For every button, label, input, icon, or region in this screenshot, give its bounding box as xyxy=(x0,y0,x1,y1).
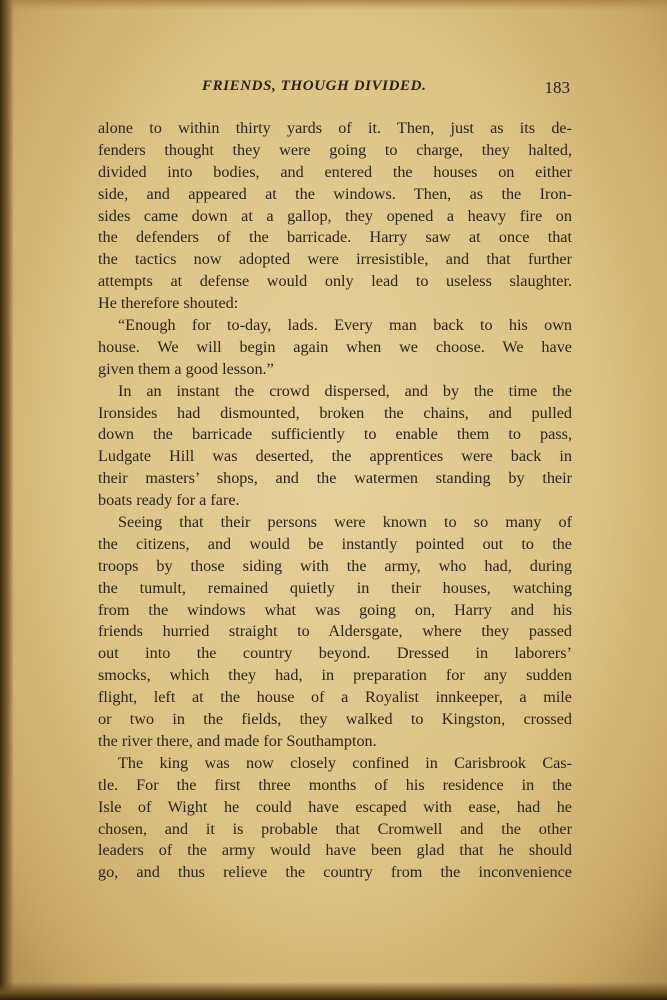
text-line: chosen, and it is probable that Cromwell and the other xyxy=(98,819,572,838)
text-line: troops by those siding with the army, who had, during xyxy=(98,556,572,575)
text-line: Ironsides had dismounted, broken the chains, and pulled xyxy=(98,403,572,422)
page-number: 183 xyxy=(544,78,570,97)
text-line: divided into bodies, and entered the houses on either xyxy=(98,162,572,181)
text-line: alone to within thirty yards of it. Then, just as its de- xyxy=(98,119,572,137)
text-line: “Enough for to-day, lads. Every man back to his own xyxy=(118,316,572,335)
running-head-title: FRIENDS, THOUGH DIVIDED. xyxy=(202,78,427,94)
text-line: boats ready for a fare. xyxy=(98,491,240,510)
text-line: from the windows what was going on, Harry and his xyxy=(98,600,572,619)
text-line: flight, left at the house of a Royalist innkeeper, a mile xyxy=(98,688,572,707)
text-line: leaders of the army would have been glad that he should xyxy=(98,841,572,860)
text-line: sides came down at a gallop, they opened a heavy fire on xyxy=(98,206,572,225)
text-line: Ludgate Hill was deserted, the apprentices were back in xyxy=(98,447,572,466)
text-line: given them a good lesson.” xyxy=(98,359,274,378)
body-text xyxy=(98,118,572,884)
text-line: Isle of Wight he could have escaped with ease, had he xyxy=(98,797,572,816)
text-line: go, and thus relieve the country from the inconvenience xyxy=(98,863,572,882)
text-line: the defenders of the barricade. Harry saw at once that xyxy=(98,228,572,247)
text-line: house. We will begin again when we choose. We have xyxy=(98,337,572,356)
text-line: In an instant the crowd dispersed, and by the time the xyxy=(118,381,572,400)
text-line: the tactics now adopted were irresistible, and that further xyxy=(98,250,572,269)
text-line: smocks, which they had, in preparation for any sudden xyxy=(98,666,572,685)
text-line: the citizens, and would be instantly pointed out to the xyxy=(98,534,572,553)
text-line: or two in the fields, they walked to Kingston, crossed xyxy=(98,710,572,729)
page-bottom-shadow xyxy=(0,982,667,1000)
text-line: friends hurried straight to Aldersgate, where they passed xyxy=(98,622,572,641)
text-line: fenders thought they were going to charge, they halted, xyxy=(98,140,572,159)
text-line: side, and appeared at the windows. Then, as the Iron- xyxy=(98,184,572,203)
page-gutter-shadow xyxy=(0,0,14,1000)
text-line: out into the country beyond. Dressed in laborers’ xyxy=(98,644,572,663)
text-line: their masters’ shops, and the watermen standing by their xyxy=(98,469,572,488)
text-line: the river there, and made for Southampton. xyxy=(98,731,377,750)
text-line: down the barricade sufficiently to enable them to pass, xyxy=(98,425,572,444)
text-line: He therefore shouted: xyxy=(98,294,239,313)
text-line: The king was now closely confined in Carisbrook Cas- xyxy=(118,753,572,772)
running-head xyxy=(98,78,572,104)
page-top-shading xyxy=(0,0,667,10)
text-line: Seeing that their persons were known to so many of xyxy=(118,513,572,532)
text-line: tle. For the first three months of his residence in the xyxy=(98,775,572,794)
text-line: attempts at defense would only lead to useless slaughter. xyxy=(98,272,572,291)
text-line: the tumult, remained quietly in their houses, watching xyxy=(98,578,572,597)
